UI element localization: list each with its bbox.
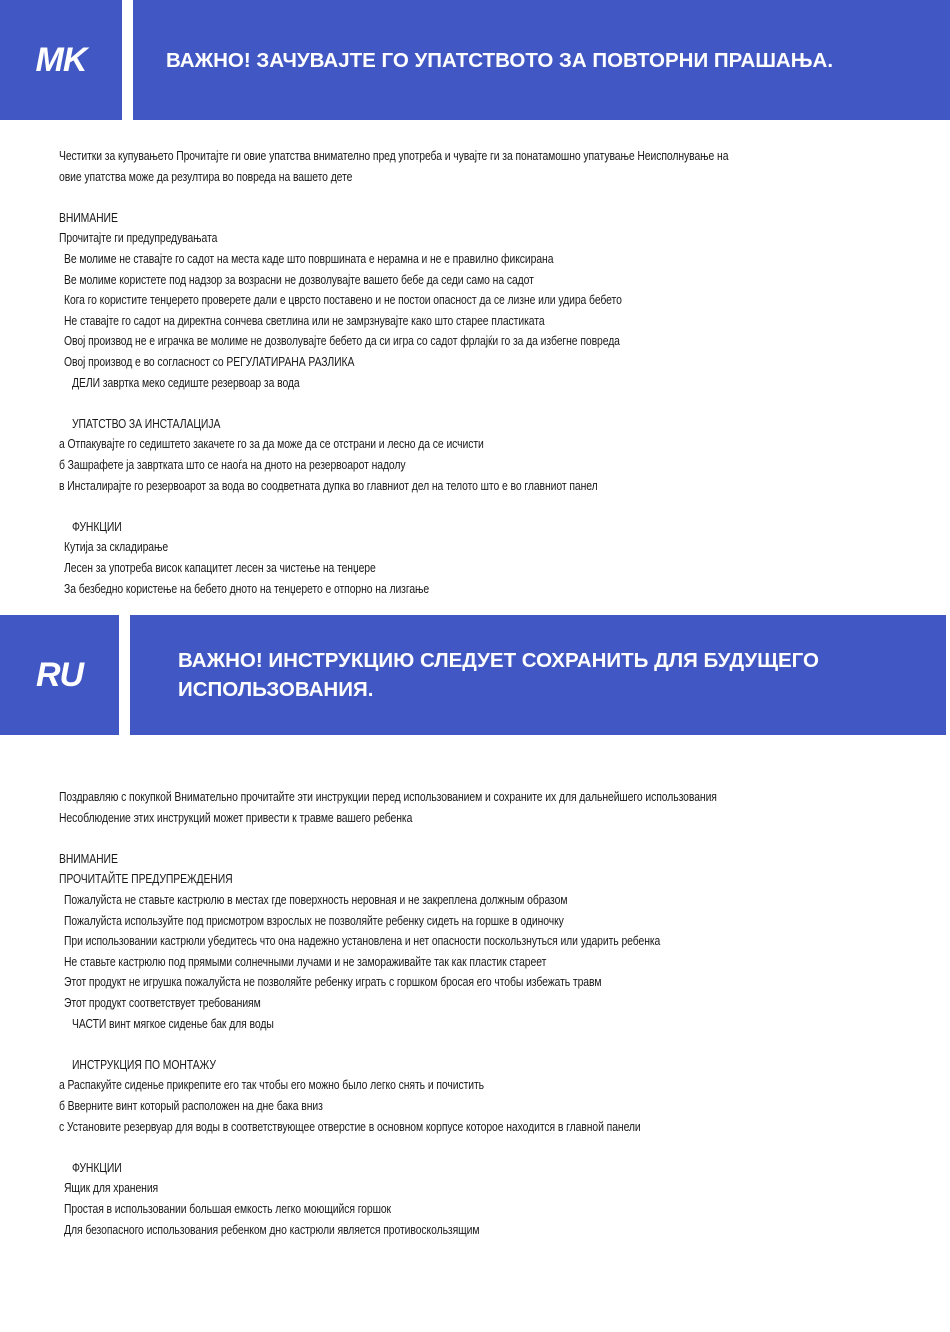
- ru-text-line: Пожалуйста не ставьте кастрюлю в местах где поверхность неровная и не закреплена должным образом: [64, 892, 568, 907]
- ru-text-line: ИНСТРУКЦИЯ ПО МОНТАЖУ: [72, 1056, 216, 1072]
- mk-title-text: ВАЖНО! ЗАЧУВАЈТЕ ГО УПАТСТВОТО ЗА ПОВТОРНИ ПРАШАЊА.: [166, 48, 834, 72]
- mk-text-line: Кутија за складирање: [64, 539, 169, 555]
- ru-text-line: При использовании кастрюли убедитесь что она надежно установлена и нет опасности поскользнуться или ударить ребенка: [64, 933, 661, 949]
- mk-text-line: За безбедно користење на бебето дното на тенџерето е отпорно на лизгање: [64, 580, 430, 596]
- ru-text-line: ЧАСТИ винт мягкое сиденье бак для воды: [72, 1015, 274, 1031]
- ru-text-line: Не ставьте кастрюлю под прямыми солнечными лучами и не замораживайте так как пластик стареет: [64, 953, 547, 969]
- ru-text-line: а Распакуйте сиденье прикрепите его так чтобы его можно было легко снять и почистить: [59, 1077, 485, 1093]
- ru-text-line: ФУНКЦИИ: [72, 1159, 122, 1175]
- ru-text-line: ВНИМАНИЕ: [59, 850, 118, 866]
- mk-text-line: овие упатства може да резултира во повреда на вашето дете: [59, 168, 353, 184]
- mk-text-line: Прочитајте ги предупредувањата: [59, 230, 218, 246]
- ru-text-line: ПРОЧИТАЙТЕ ПРЕДУПРЕЖДЕНИЯ: [59, 871, 233, 887]
- ru-text-line: Ящик для хранения: [64, 1180, 159, 1196]
- mk-header: [0, 0, 950, 120]
- mk-text-line: Лесен за употреба висок капацитет лесен за чистење на тенџере: [64, 560, 376, 575]
- mk-text-line: б Зашрафете ја завртката што се наоѓа на дното на резервоарот надолу: [59, 457, 406, 472]
- ru-body: [0, 787, 950, 1247]
- mk-body: [0, 146, 950, 606]
- mk-text-line: УПАТСТВО ЗА ИНСТАЛАЦИЈА: [72, 415, 221, 431]
- ru-header: [0, 615, 950, 735]
- ru-text-line: Поздравляю с покупкой Внимательно прочитайте эти инструкции перед использованием и сохраните их для дальнейшего использования: [59, 789, 717, 804]
- ru-title-line-1: ВАЖНО! ИНСТРУКЦИЮ СЛЕДУЕТ СОХРАНИТЬ ДЛЯ БУДУЩЕГО: [178, 649, 819, 672]
- mk-text-line: Ве молиме не ставајте го садот на места каде што површината е нерамна и не е правилно фиксирана: [64, 251, 554, 266]
- mk-language-code: MK: [0, 0, 122, 120]
- ru-language-code: RU: [0, 615, 119, 735]
- mk-text-line: в Инсталирајте го резервоарот за вода во соодветната дупка во главниот дел на телото што е во главниот панел: [59, 477, 598, 493]
- mk-title: [133, 0, 950, 120]
- mk-text-line: Овој производ е во согласност со РЕГУЛАТИРАНА РАЗЛИКА: [64, 354, 355, 369]
- mk-text-line: а Отпакувајте го седиштето закачете го за да може да се отстрани и лесно да се исчисти: [59, 436, 484, 452]
- mk-text-line: ВНИМАНИЕ: [59, 209, 118, 225]
- mk-text-line: Честитки за купувањето Прочитајте ги овие упатства внимателно пред употреба и чувајте ги за понатамошно упатување Неисполнување на: [59, 148, 729, 163]
- ru-text-line: Пожалуйста используйте под присмотром взрослых не позволяйте ребенку сидеть на горшке в одиночку: [64, 912, 564, 928]
- ru-title: [130, 615, 946, 735]
- ru-title-line-2: ИСПОЛЬЗОВАНИЯ.: [178, 678, 374, 701]
- ru-text-line: Этот продукт соответствует требованиям: [64, 995, 261, 1010]
- ru-text-line: б Вверните винт который расположен на дне бака вниз: [59, 1098, 323, 1113]
- ru-text-line: с Установите резервуар для воды в соответствующее отверстие в основном корпусе которое находится в главной панели: [59, 1118, 641, 1134]
- mk-text-line: ДЕЛИ завртка меко седиште резервоар за вода: [72, 374, 300, 390]
- ru-text-line: Этот продукт не игрушка пожалуйста не позволяйте ребенку играть с горшком бросая его чтобы избежать травм: [64, 974, 602, 990]
- mk-text-line: Овој производ не е играчка ве молиме не дозволувајте бебето да си игра со садот фрлајќи го за да избегне повреда: [64, 333, 620, 349]
- mk-text-line: Кога го користите тенџерето проверете дали е цврсто поставено и не постои опасност да се лизне или удира бебето: [64, 292, 622, 308]
- ru-text-line: Простая в использовании большая емкость легко моющийся горшок: [64, 1201, 392, 1216]
- ru-text-line: Для безопасного использования ребенком дно кастрюли является противоскользящим: [64, 1221, 480, 1237]
- mk-text-line: ФУНКЦИИ: [72, 518, 122, 534]
- ru-text-line: Несоблюдение этих инструкций может привести к травме вашего ребенка: [59, 809, 413, 825]
- mk-text-line: Не ставајте го садот на директна сончева светлина или не замрзнувајте како што старее пластиката: [64, 312, 545, 328]
- mk-text-line: Ве молиме користете под надзор за возрасни не дозволувајте вашето бебе да седи само на садот: [64, 271, 534, 287]
